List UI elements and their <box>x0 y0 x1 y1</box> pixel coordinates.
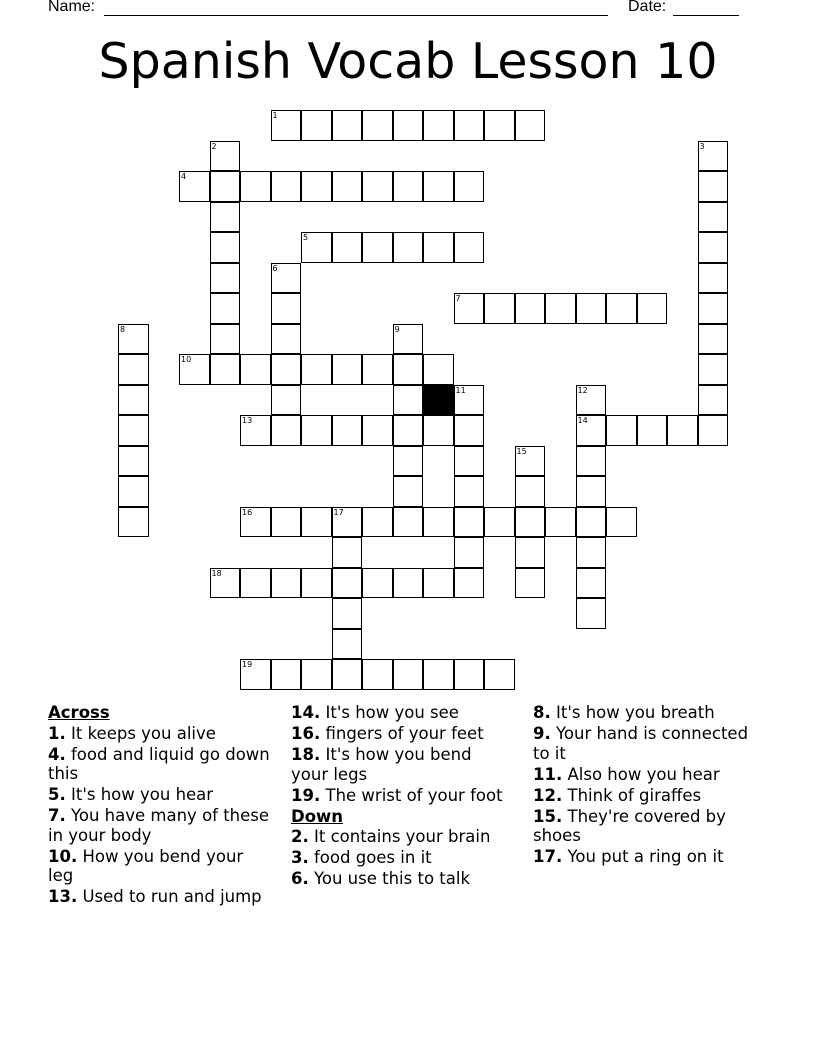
cell-number: 3 <box>699 141 705 151</box>
grid-cell[interactable] <box>423 415 454 446</box>
grid-cell[interactable] <box>698 385 729 416</box>
clue-down-2: 2. It contains your brain <box>291 827 491 846</box>
grid-cell[interactable] <box>515 293 546 324</box>
grid-cell[interactable] <box>606 293 637 324</box>
clue-down-9: 9. Your hand is connected to it <box>533 724 749 763</box>
grid-cell[interactable] <box>240 171 271 202</box>
cell-number: 9 <box>394 324 400 334</box>
grid-cell[interactable] <box>698 415 729 446</box>
grid-cell[interactable] <box>637 415 668 446</box>
grid-cell[interactable] <box>515 110 546 141</box>
grid-cell[interactable] <box>332 507 363 538</box>
grid-cell[interactable] <box>698 202 729 233</box>
grid-cell[interactable] <box>118 354 149 385</box>
clues-column-3 <box>533 703 755 868</box>
grid-cell[interactable] <box>484 659 515 690</box>
grid-cell[interactable] <box>271 171 302 202</box>
grid-cell[interactable] <box>515 507 546 538</box>
grid-cell[interactable] <box>393 568 424 599</box>
grid-cell[interactable] <box>301 507 332 538</box>
grid-cell[interactable] <box>423 110 454 141</box>
date-blank-line[interactable] <box>673 15 739 16</box>
cell-number: 11 <box>455 385 466 395</box>
grid-cell[interactable] <box>332 629 363 660</box>
grid-cell[interactable] <box>454 415 485 446</box>
grid-cell[interactable] <box>393 171 424 202</box>
grid-cell[interactable] <box>118 324 149 355</box>
grid-cell[interactable] <box>698 354 729 385</box>
grid-cell[interactable] <box>393 385 424 416</box>
grid-cell[interactable] <box>271 324 302 355</box>
grid-cell[interactable] <box>271 568 302 599</box>
grid-cell[interactable] <box>423 354 454 385</box>
grid-cell[interactable] <box>271 385 302 416</box>
grid-cell[interactable] <box>362 354 393 385</box>
page-title: Spanish Vocab Lesson 10 <box>98 33 718 90</box>
grid-cell[interactable] <box>210 202 241 233</box>
grid-cell[interactable] <box>210 293 241 324</box>
across-heading: Across <box>48 703 110 722</box>
grid-cell[interactable] <box>179 171 210 202</box>
header-line <box>48 0 748 20</box>
cell-number: 2 <box>211 141 217 151</box>
clues-column-2 <box>291 703 513 890</box>
grid-cell[interactable] <box>210 263 241 294</box>
grid-cell[interactable] <box>393 324 424 355</box>
grid-cell[interactable] <box>606 415 637 446</box>
grid-cell[interactable] <box>515 568 546 599</box>
clue-down-11: 11. Also how you hear <box>533 764 720 784</box>
clue-across-16: 16. fingers of your feet <box>291 724 484 743</box>
grid-cell[interactable] <box>515 476 546 507</box>
cell-number: 13 <box>242 416 253 425</box>
grid-block <box>423 385 454 416</box>
clue-across-13: 13. Used to run and jump <box>48 887 262 906</box>
grid-cell[interactable] <box>362 171 393 202</box>
clue-across-5: 5. It's how you hear <box>48 785 214 804</box>
grid-cell[interactable] <box>362 507 393 538</box>
grid-cell[interactable] <box>240 568 271 599</box>
grid-cell[interactable] <box>576 385 607 416</box>
grid-cell[interactable] <box>332 568 363 599</box>
cell-number: 4 <box>181 172 187 181</box>
grid-cell[interactable] <box>301 110 332 141</box>
grid-cell[interactable] <box>576 537 607 568</box>
grid-cell[interactable] <box>332 537 363 568</box>
grid-cell[interactable] <box>576 507 607 538</box>
clue-across-14: 14. It's how you see <box>291 703 459 722</box>
grid-cell[interactable] <box>484 293 515 324</box>
grid-cell[interactable] <box>210 354 241 385</box>
cell-number: 7 <box>455 294 461 303</box>
grid-cell[interactable] <box>332 110 363 141</box>
cell-number: 16 <box>242 507 253 517</box>
cell-number: 10 <box>181 355 192 364</box>
grid-cell[interactable] <box>393 354 424 385</box>
grid-cell[interactable] <box>118 446 149 477</box>
cell-number: 15 <box>516 446 527 456</box>
name-label: Name: <box>48 0 96 15</box>
grid-cell[interactable] <box>332 171 363 202</box>
clue-down-15: 15. They're covered by shoes <box>533 806 726 845</box>
grid-cell[interactable] <box>240 354 271 385</box>
grid-cell[interactable] <box>454 171 485 202</box>
grid-cell[interactable] <box>393 232 424 263</box>
cell-number: 5 <box>303 233 309 242</box>
grid-cell[interactable] <box>393 507 424 538</box>
grid-cell[interactable] <box>423 507 454 538</box>
grid-cell[interactable] <box>118 385 149 416</box>
grid-cell[interactable] <box>423 659 454 690</box>
grid-cell[interactable] <box>362 232 393 263</box>
clue-across-18: 18. It's how you bend your legs <box>291 745 472 784</box>
grid-cell[interactable] <box>362 659 393 690</box>
grid-cell[interactable] <box>454 110 485 141</box>
grid-cell[interactable] <box>271 263 302 294</box>
grid-cell[interactable] <box>698 141 729 172</box>
clue-across-7: 7. You have many of these in your body <box>48 806 270 845</box>
clue-across-4: 4. food and liquid go down this <box>48 744 270 783</box>
grid-cell[interactable] <box>393 476 424 507</box>
grid-cell[interactable] <box>301 232 332 263</box>
cell-number: 18 <box>211 568 222 578</box>
grid-cell[interactable] <box>423 568 454 599</box>
grid-cell[interactable] <box>454 446 485 477</box>
grid-cell[interactable] <box>698 171 729 202</box>
cell-number: 14 <box>577 416 588 425</box>
grid-cell[interactable] <box>210 171 241 202</box>
grid-cell[interactable] <box>698 324 729 355</box>
clue-down-3: 3. food goes in it <box>291 848 432 867</box>
grid-cell[interactable] <box>484 507 515 538</box>
grid-cell[interactable] <box>484 110 515 141</box>
grid-cell[interactable] <box>454 659 485 690</box>
date-label: Date: <box>628 0 667 15</box>
clue-down-6: 6. You use this to talk <box>291 869 471 888</box>
grid-cell[interactable] <box>698 232 729 263</box>
grid-cell[interactable] <box>545 507 576 538</box>
grid-cell[interactable] <box>240 659 271 690</box>
cell-number: 8 <box>120 324 126 334</box>
grid-cell[interactable] <box>332 598 363 629</box>
grid-cell[interactable] <box>332 415 363 446</box>
grid-cell[interactable] <box>454 232 485 263</box>
grid-cell[interactable] <box>393 110 424 141</box>
grid-cell[interactable] <box>210 141 241 172</box>
name-blank-line[interactable] <box>104 15 608 16</box>
grid-cell[interactable] <box>698 293 729 324</box>
clue-down-8: 8. It's how you breath <box>533 703 715 722</box>
grid-cell[interactable] <box>301 415 332 446</box>
grid-cell[interactable] <box>606 507 637 538</box>
clue-down-12: 12. Think of giraffes <box>533 785 702 805</box>
grid-cell[interactable] <box>576 446 607 477</box>
grid-cell[interactable] <box>271 659 302 690</box>
down-heading: Down <box>291 806 344 826</box>
grid-cell[interactable] <box>667 415 698 446</box>
grid-cell[interactable] <box>362 568 393 599</box>
grid-cell[interactable] <box>240 507 271 538</box>
grid-cell[interactable] <box>393 446 424 477</box>
cell-number: 19 <box>242 660 253 669</box>
grid-cell[interactable] <box>362 110 393 141</box>
grid-cell[interactable] <box>118 476 149 507</box>
grid-cell[interactable] <box>301 171 332 202</box>
grid-cell[interactable] <box>210 568 241 599</box>
cell-number: 6 <box>272 263 278 273</box>
grid-cell[interactable] <box>423 232 454 263</box>
grid-cell[interactable] <box>454 385 485 416</box>
grid-cell[interactable] <box>362 415 393 446</box>
grid-cell[interactable] <box>332 659 363 690</box>
clue-across-19: 19. The wrist of your foot <box>291 785 503 805</box>
clue-across-1: 1. It keeps you alive <box>48 723 216 743</box>
grid-cell[interactable] <box>271 415 302 446</box>
grid-cell[interactable] <box>301 568 332 599</box>
cell-number: 1 <box>272 111 278 120</box>
grid-cell[interactable] <box>301 354 332 385</box>
grid-cell[interactable] <box>454 507 485 538</box>
grid-cell[interactable] <box>210 324 241 355</box>
grid-cell[interactable] <box>454 293 485 324</box>
grid-cell[interactable] <box>210 232 241 263</box>
clue-down-17: 17. You put a ring on it <box>533 847 724 866</box>
grid-cell[interactable] <box>576 598 607 629</box>
cell-number: 17 <box>333 507 344 517</box>
grid-cell[interactable] <box>332 232 363 263</box>
clues-column-1 <box>48 703 270 908</box>
grid-cell[interactable] <box>332 354 363 385</box>
grid-cell[interactable] <box>118 415 149 446</box>
grid-cell[interactable] <box>179 354 210 385</box>
grid-cell[interactable] <box>240 415 271 446</box>
grid-cell[interactable] <box>637 293 668 324</box>
grid-cell[interactable] <box>118 507 149 538</box>
clue-across-10: 10. How you bend your leg <box>48 846 244 885</box>
grid-cell[interactable] <box>576 415 607 446</box>
grid-cell[interactable] <box>576 568 607 599</box>
grid-cell[interactable] <box>454 537 485 568</box>
grid-cell[interactable] <box>576 293 607 324</box>
grid-cell[interactable] <box>515 537 546 568</box>
grid-cell[interactable] <box>271 110 302 141</box>
grid-cell[interactable] <box>271 354 302 385</box>
grid-cell[interactable] <box>393 659 424 690</box>
grid-cell[interactable] <box>393 415 424 446</box>
grid-cell[interactable] <box>576 476 607 507</box>
grid-cell[interactable] <box>271 293 302 324</box>
grid-cell[interactable] <box>271 507 302 538</box>
grid-cell[interactable] <box>698 263 729 294</box>
grid-cell[interactable] <box>301 659 332 690</box>
grid-cell[interactable] <box>423 171 454 202</box>
grid-cell[interactable] <box>515 446 546 477</box>
cell-number: 12 <box>577 385 588 395</box>
grid-cell[interactable] <box>545 293 576 324</box>
grid-cell[interactable] <box>454 476 485 507</box>
grid-cell[interactable] <box>454 568 485 599</box>
